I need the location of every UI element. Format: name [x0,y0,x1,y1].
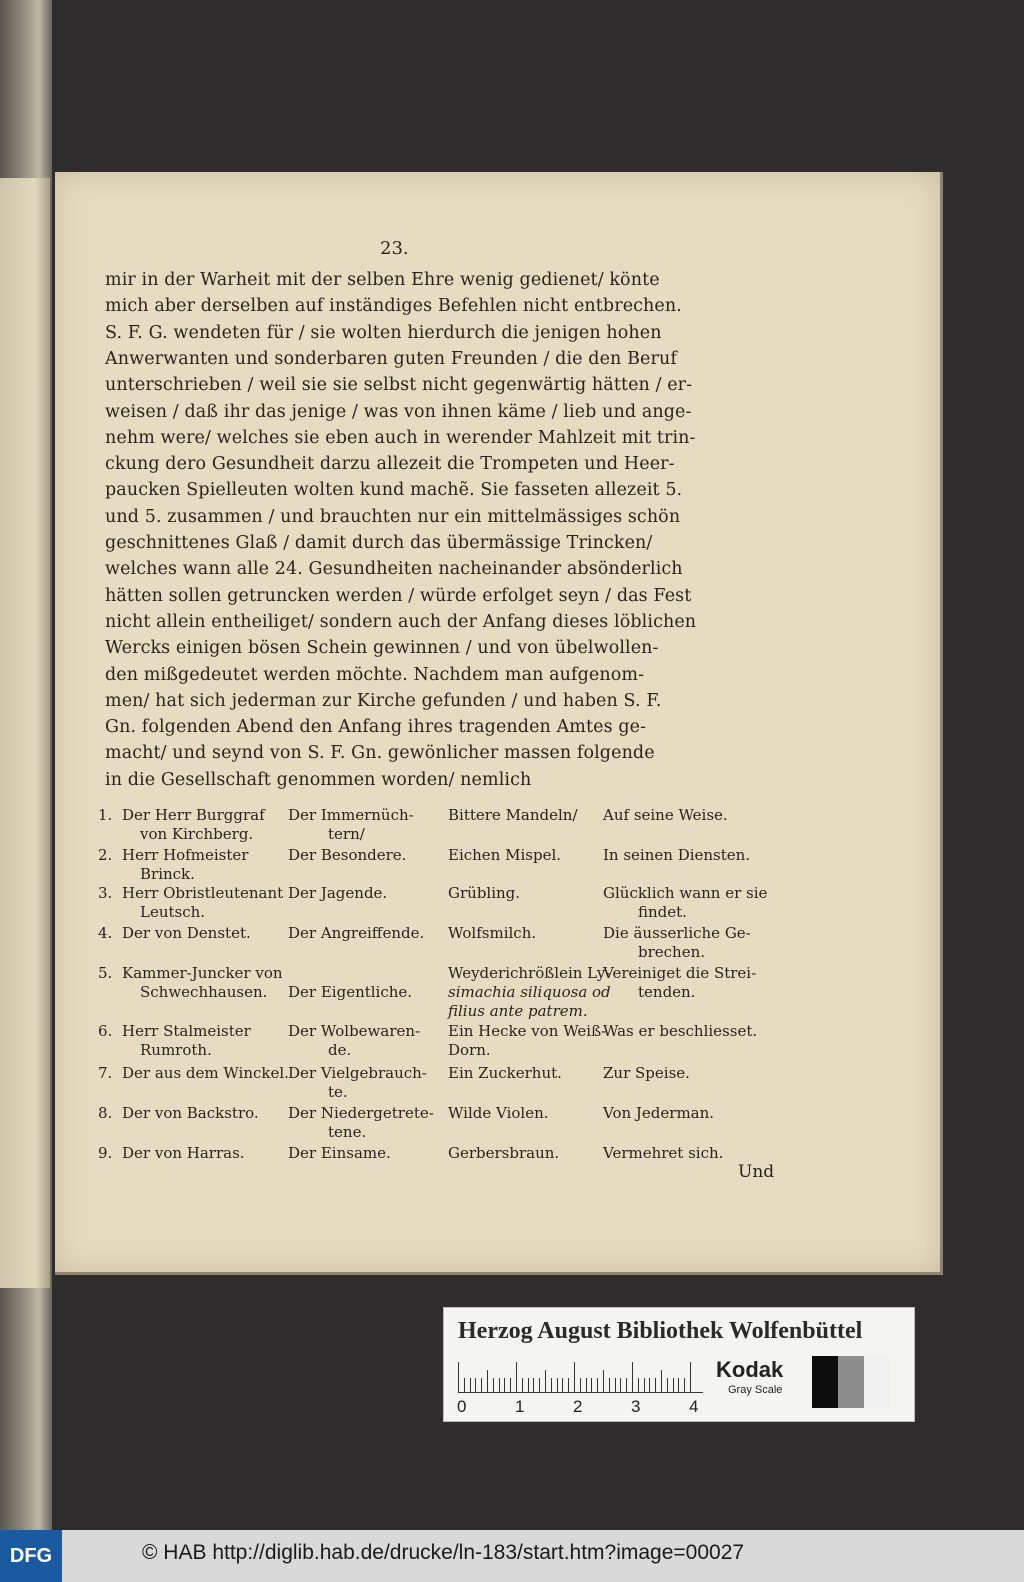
paragraph-line: men/ hat sich jederman zur Kirche gefunden / und haben S. F. [105,690,662,711]
paragraph-line: geschnittenes Glaß / damit durch das übermässige Trincken/ [105,533,653,553]
paragraph-line: unterschrieben / weil sie sie selbst nicht gegenwärtig hätten / er- [105,375,693,396]
member-motto: Zur Speise. [603,1064,690,1082]
paragraph-line: macht/ und seynd von S. F. Gn. gewönlicher massen folgende [105,743,655,764]
paragraph-line: paucken Spielleuten wolten kund machẽ. Sie fasseten allezeit 5. [105,480,683,501]
member-title: Der Vielgebrauch- [288,1064,427,1082]
paragraph-line: Anwerwanten und sonderbaren guten Freunden / die den Beruf [105,348,677,369]
member-plant: Grübling. [448,884,521,902]
ruler-tick [475,1378,476,1392]
member-motto: tenden. [638,983,696,1001]
member-name: Leutsch. [140,903,206,921]
member-title: Der Einsame. [288,1144,391,1162]
ruler-tick [528,1378,529,1392]
scale-number: 2 [573,1397,583,1416]
paragraph-line: S. F. G. wendeten für / sie wolten hierdurch die jenigen hohen [105,322,662,343]
member-title: Der Immernüch- [288,806,414,824]
member-plant: Wilde Violen. [448,1104,549,1122]
black-swatch [812,1356,838,1408]
member-motto: Glücklich wann er sie [603,884,768,902]
paragraph-line: nicht allein entheiliget/ sondern auch der Anfang dieses löblichen [105,611,697,632]
dfg-logo: DFG [0,1530,62,1582]
member-motto: findet. [638,903,687,921]
member-plant: Dorn. [448,1041,491,1059]
member-plant: simachia siliquosa od [448,983,611,1001]
ruler-tick [690,1362,691,1392]
gray-scale-label: Gray Scale [728,1384,783,1396]
ruler-tick [591,1378,592,1392]
ruler-tick [504,1378,505,1392]
scale-number: 4 [689,1397,699,1416]
ruler-tick [464,1378,465,1392]
member-name: von Kirchberg. [140,825,254,843]
ruler-tick [626,1378,627,1392]
member-number: 1. [98,806,113,824]
paragraph-line: mich aber derselben auf inständiges Befehlen nicht entbrechen. [105,296,682,317]
member-number: 5. [98,964,113,982]
paragraph-line: weisen / daß ihr das jenige / was von ihnen käme / lieb und ange- [105,401,692,422]
member-plant: Wolfsmilch. [448,924,537,942]
ruler-tick [545,1370,546,1392]
member-plant: Weyderichrößlein Ly- [448,964,611,982]
member-name: Kammer-Juncker von [122,964,283,982]
paragraph-line: hätten sollen getruncken werden / würde erfolget seyn / das Fest [105,585,692,606]
member-name: Rumroth. [140,1041,212,1059]
paragraph-line: nehm were/ welches sie eben auch in werender Mahlzeit mit trin- [105,427,696,448]
member-motto: Vereiniget die Strei- [603,964,757,982]
member-plant: Gerbersbraun. [448,1144,560,1162]
ruler-tick [667,1378,668,1392]
member-plant: Bittere Mandeln/ [448,806,578,824]
scale-ruler [458,1358,703,1393]
institution-name: Herzog August Bibliothek Wolfenbüttel [458,1318,863,1344]
paragraph-line: welches wann alle 24. Gesundheiten nacheinander absönderlich [105,559,683,580]
ruler-tick [609,1378,610,1392]
ruler-tick [632,1362,633,1392]
ruler-tick [615,1378,616,1392]
kodak-logo: Kodak [716,1357,784,1382]
ruler-tick [597,1378,598,1392]
member-motto: brechen. [638,943,706,961]
member-motto: Vermehret sich. [603,1144,724,1162]
scale-number: 3 [631,1397,641,1416]
member-number: 6. [98,1022,113,1040]
ruler-tick [487,1370,488,1392]
member-motto: In seinen Diensten. [603,846,751,864]
ruler-tick [493,1378,494,1392]
member-name: Der Herr Burggraf [122,806,265,824]
member-name: Der von Denstet. [122,924,251,942]
member-number: 8. [98,1104,113,1122]
ruler-tick [499,1378,500,1392]
ruler-tick [574,1362,575,1392]
ruler-tick [673,1378,674,1392]
member-title: de. [328,1041,352,1059]
member-title: Der Eigentliche. [288,983,413,1001]
member-name: Herr Hofmeister [122,846,249,864]
member-name: Brinck. [140,865,195,883]
paragraph-line: und 5. zusammen / und brauchten nur ein mittelmässiges schön [105,506,681,527]
ruler-tick [533,1378,534,1392]
scale-number: 0 [457,1397,467,1416]
footer-credit: © HAB http://diglib.hab.de/drucke/ln-183/start.htm?image=00027 [142,1541,745,1564]
ruler-tick [603,1370,604,1392]
member-motto: Auf seine Weise. [603,806,728,824]
paragraph-line: den mißgedeutet werden möchte. Nachdem man aufgenom- [105,664,645,685]
gray-swatch [838,1356,864,1408]
ruler-tick [568,1378,569,1392]
ruler-tick [678,1378,679,1392]
member-number: 9. [98,1144,113,1162]
member-number: 4. [98,924,113,942]
ruler-tick [470,1378,471,1392]
member-title: Der Jagende. [288,884,388,902]
member-title: Der Besondere. [288,846,407,864]
member-name: Schwechhausen. [140,983,268,1001]
ruler-tick [481,1378,482,1392]
member-motto: Von Jederman. [603,1104,715,1122]
paragraph-line: Gn. folgenden Abend den Anfang ihres tragenden Amtes ge- [105,717,647,738]
ruler-tick [458,1362,459,1392]
previous-page-edge [0,178,50,1288]
ruler-tick [638,1378,639,1392]
member-name: Der von Harras. [122,1144,245,1162]
member-title: Der Wolbewaren- [288,1022,421,1040]
ruler-tick [551,1378,552,1392]
ruler-tick [644,1378,645,1392]
ruler-tick [522,1378,523,1392]
ruler-tick [684,1378,685,1392]
member-title: Der Angreiffende. [288,924,425,942]
ruler-tick [655,1378,656,1392]
member-number: 2. [98,846,113,864]
ruler-tick [586,1378,587,1392]
page-number: 23. [380,238,409,259]
scale-number: 1 [515,1397,525,1416]
ruler-tick [510,1378,511,1392]
member-name: Herr Obristleutenant [122,884,284,902]
member-plant: Ein Hecke von Weiß- [448,1022,607,1040]
ruler-tick [649,1378,650,1392]
member-title: te. [328,1083,348,1101]
white-swatch [864,1356,890,1408]
member-title: Der Niedergetrete- [288,1104,434,1122]
catchword: Und [738,1162,775,1182]
member-title: tern/ [328,825,365,843]
color-checker-card [443,1307,915,1422]
member-name: Herr Stalmeister [122,1022,251,1040]
ruler-tick [516,1362,517,1392]
member-motto: Was er beschliesset. [603,1022,758,1040]
ruler-tick [557,1378,558,1392]
member-number: 3. [98,884,113,902]
member-plant: Eichen Mispel. [448,846,562,864]
paragraph-line: mir in der Warheit mit der selben Ehre wenig gedienet/ könte [105,270,660,290]
ruler-tick [580,1378,581,1392]
ruler-tick [620,1378,621,1392]
member-plant: Ein Zuckerhut. [448,1064,562,1082]
ruler-tick [562,1378,563,1392]
member-name: Der aus dem Winckel. [122,1064,289,1082]
paragraph-line: ckung dero Gesundheit darzu allezeit die Trompeten und Heer- [105,454,675,475]
member-name: Der von Backstro. [122,1104,259,1122]
member-title: tene. [328,1123,367,1141]
ruler-tick [539,1378,540,1392]
member-number: 7. [98,1064,113,1082]
paragraph-line: Wercks einigen bösen Schein gewinnen / und von übelwollen- [105,638,659,659]
member-motto: Die äusserliche Ge- [603,924,751,942]
paragraph-line: in die Gesellschaft genommen worden/ nemlich [105,769,532,790]
member-plant: filius ante patrem. [448,1002,588,1020]
ruler-tick [661,1370,662,1392]
